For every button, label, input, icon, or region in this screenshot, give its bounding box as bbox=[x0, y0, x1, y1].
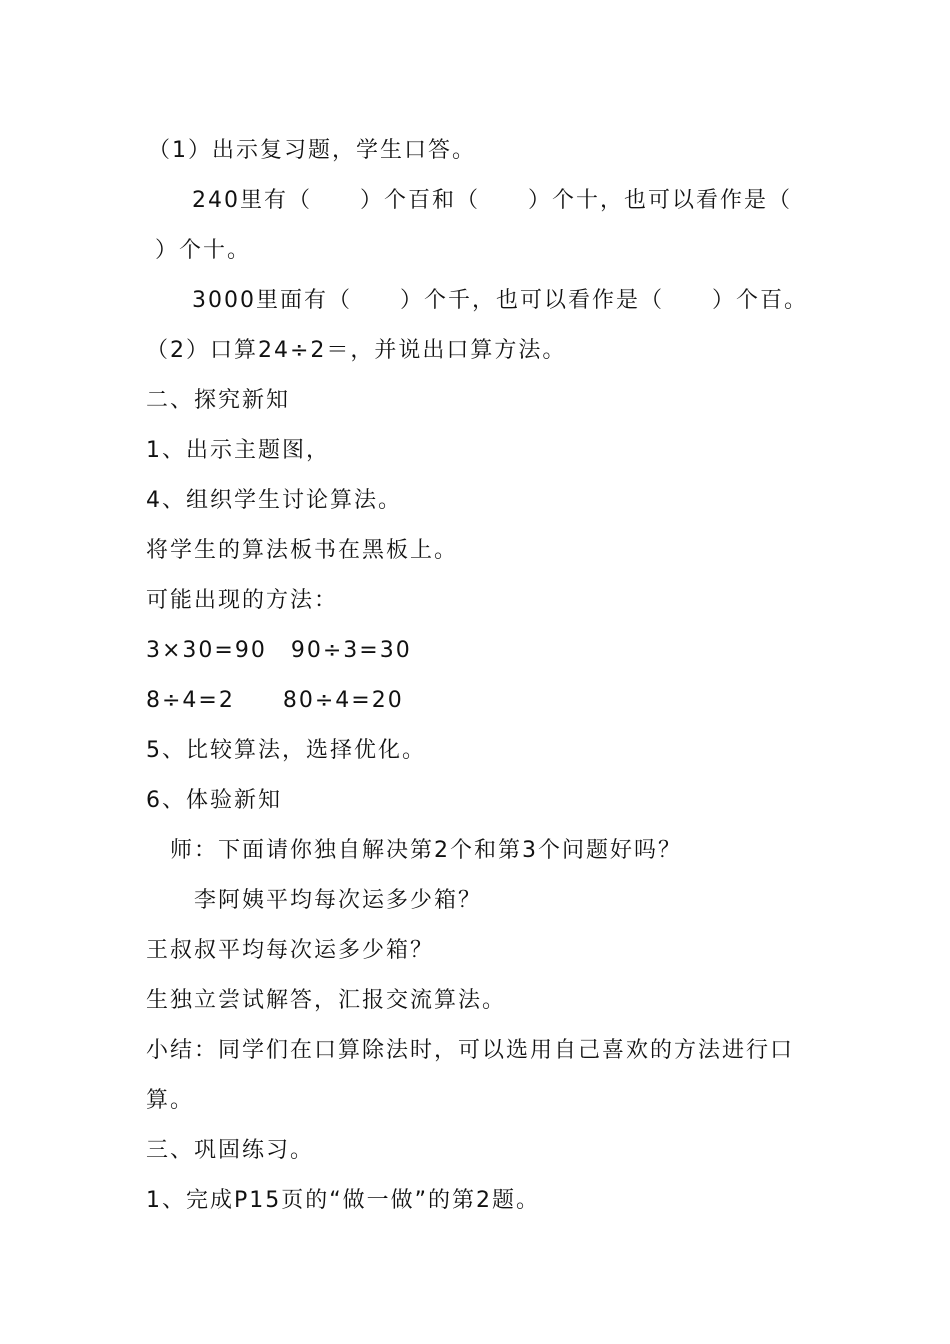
mental-calc-question: （2）口算24÷2＝，并说出口算方法。 bbox=[146, 338, 567, 363]
section-heading-practice: 三、巩固练习。 bbox=[146, 1138, 315, 1163]
step-4-discuss-methods: 4、组织学生讨论算法。 bbox=[146, 488, 402, 513]
review-question-line-1-continued: ）个十。 bbox=[155, 238, 252, 263]
step-5-compare: 5、比较算法，选择优化。 bbox=[146, 738, 426, 763]
question-aunt-li: 李阿姨平均每次运多少箱？ bbox=[194, 888, 483, 913]
review-question-line-2: 3000里面有（ ）个千，也可以看作是（ ）个百。 bbox=[192, 288, 808, 313]
method-line-1: 3×30=90 90÷3=30 bbox=[146, 638, 412, 663]
blackboard-note: 将学生的算法板书在黑板上。 bbox=[146, 538, 459, 563]
step-1-show-diagram: 1、出示主题图， bbox=[146, 438, 330, 463]
summary-line-2: 算。 bbox=[146, 1088, 195, 1113]
review-question-line-1: 240里有（ ）个百和（ ）个十，也可以看作是（ bbox=[192, 188, 792, 213]
possible-methods-label: 可能出现的方法： bbox=[146, 588, 339, 613]
question-uncle-wang: 王叔叔平均每次运多少箱？ bbox=[146, 938, 435, 963]
teacher-prompt: 师：下面请你独自解决第2个和第3个问题好吗？ bbox=[170, 838, 682, 863]
step-6-experience: 6、体验新知 bbox=[146, 788, 282, 813]
review-question-heading: （1）出示复习题，学生口答。 bbox=[148, 138, 476, 163]
method-line-2: 8÷4=2 80÷4=20 bbox=[146, 688, 404, 713]
summary-line-1: 小结：同学们在口算除法时，可以选用自己喜欢的方法进行口 bbox=[146, 1038, 795, 1063]
student-activity: 生独立尝试解答，汇报交流算法。 bbox=[146, 988, 507, 1013]
practice-item-1: 1、完成P15页的“做一做”的第2题。 bbox=[146, 1188, 541, 1213]
section-heading-explore: 二、探究新知 bbox=[146, 388, 291, 413]
